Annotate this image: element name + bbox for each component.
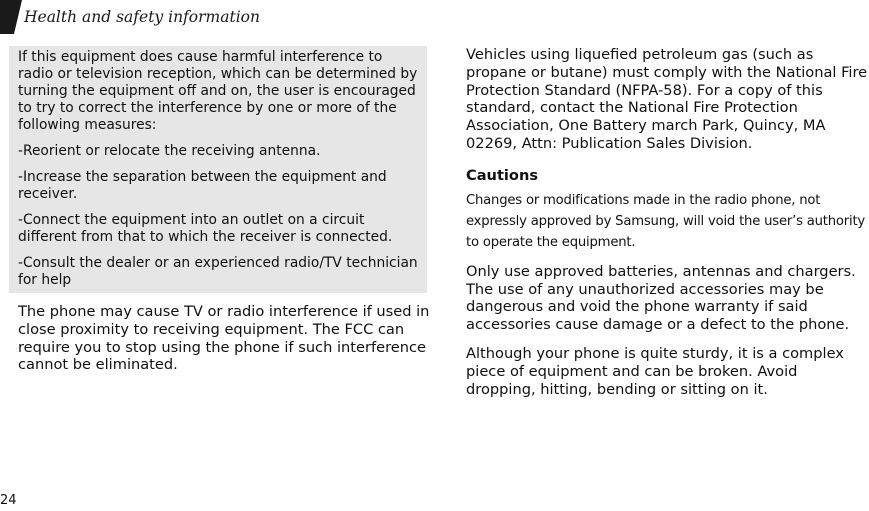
box-measure-consult: -Consult the dealer or an experienced radio/TV technician for help [18,255,418,288]
cautions-heading: Cautions [466,166,539,184]
page-number: 24 [0,493,17,508]
left-column [9,46,430,374]
box-measure-separation: -Increase the separation between the equipment and receiver. [18,169,387,202]
box-measure-outlet: -Connect the equipment into an outlet on a circuit different from that to which the receiver is connected. [18,212,393,245]
caution-modifications: Changes or modifications made in the radio phone, not expressly approved by Samsung, will void the user’s authority to operate the equipment. [466,192,866,250]
caution-sturdy: Although your phone is quite sturdy, it is a complex piece of equipment and can be broken. Avoid dropping, hitting, bending or sitting on it. [466,344,844,398]
caution-accessories: Only use approved batteries, antennas and chargers. The use of any unauthorized accessories may be dangerous and void the phone warranty if said accessories cause damage or a defect to the phone. [466,262,856,334]
header-wedge [14,0,22,34]
page-header [0,0,420,34]
interference-measures-box [9,46,427,293]
fcc-interference-paragraph: The phone may cause TV or radio interference if used in close proximity to receiving equipment. The FCC can require you to stop using the phone if such interference cannot be eliminated. [18,303,430,374]
lpg-vehicles-paragraph: Vehicles using liquefied petroleum gas (such as propane or butane) must comply with the National Fire Protection Standard (NFPA-58). For a copy of this standard, contact the National Fire Protection Association, One Battery march Park, Quincy, MA 02269, Attn: Publication Sales Division. [466,46,868,152]
right-column [466,46,869,409]
section-title: Health and safety information [24,8,260,26]
box-paragraph-intro: If this equipment does cause harmful interference to radio or television reception, which can be determined by turning the equipment off and on, the user is encouraged to try to correct the interference by one or more of the following measures: [18,49,418,133]
header-bar [0,0,14,34]
box-measure-reorient: -Reorient or relocate the receiving antenna. [18,143,321,159]
